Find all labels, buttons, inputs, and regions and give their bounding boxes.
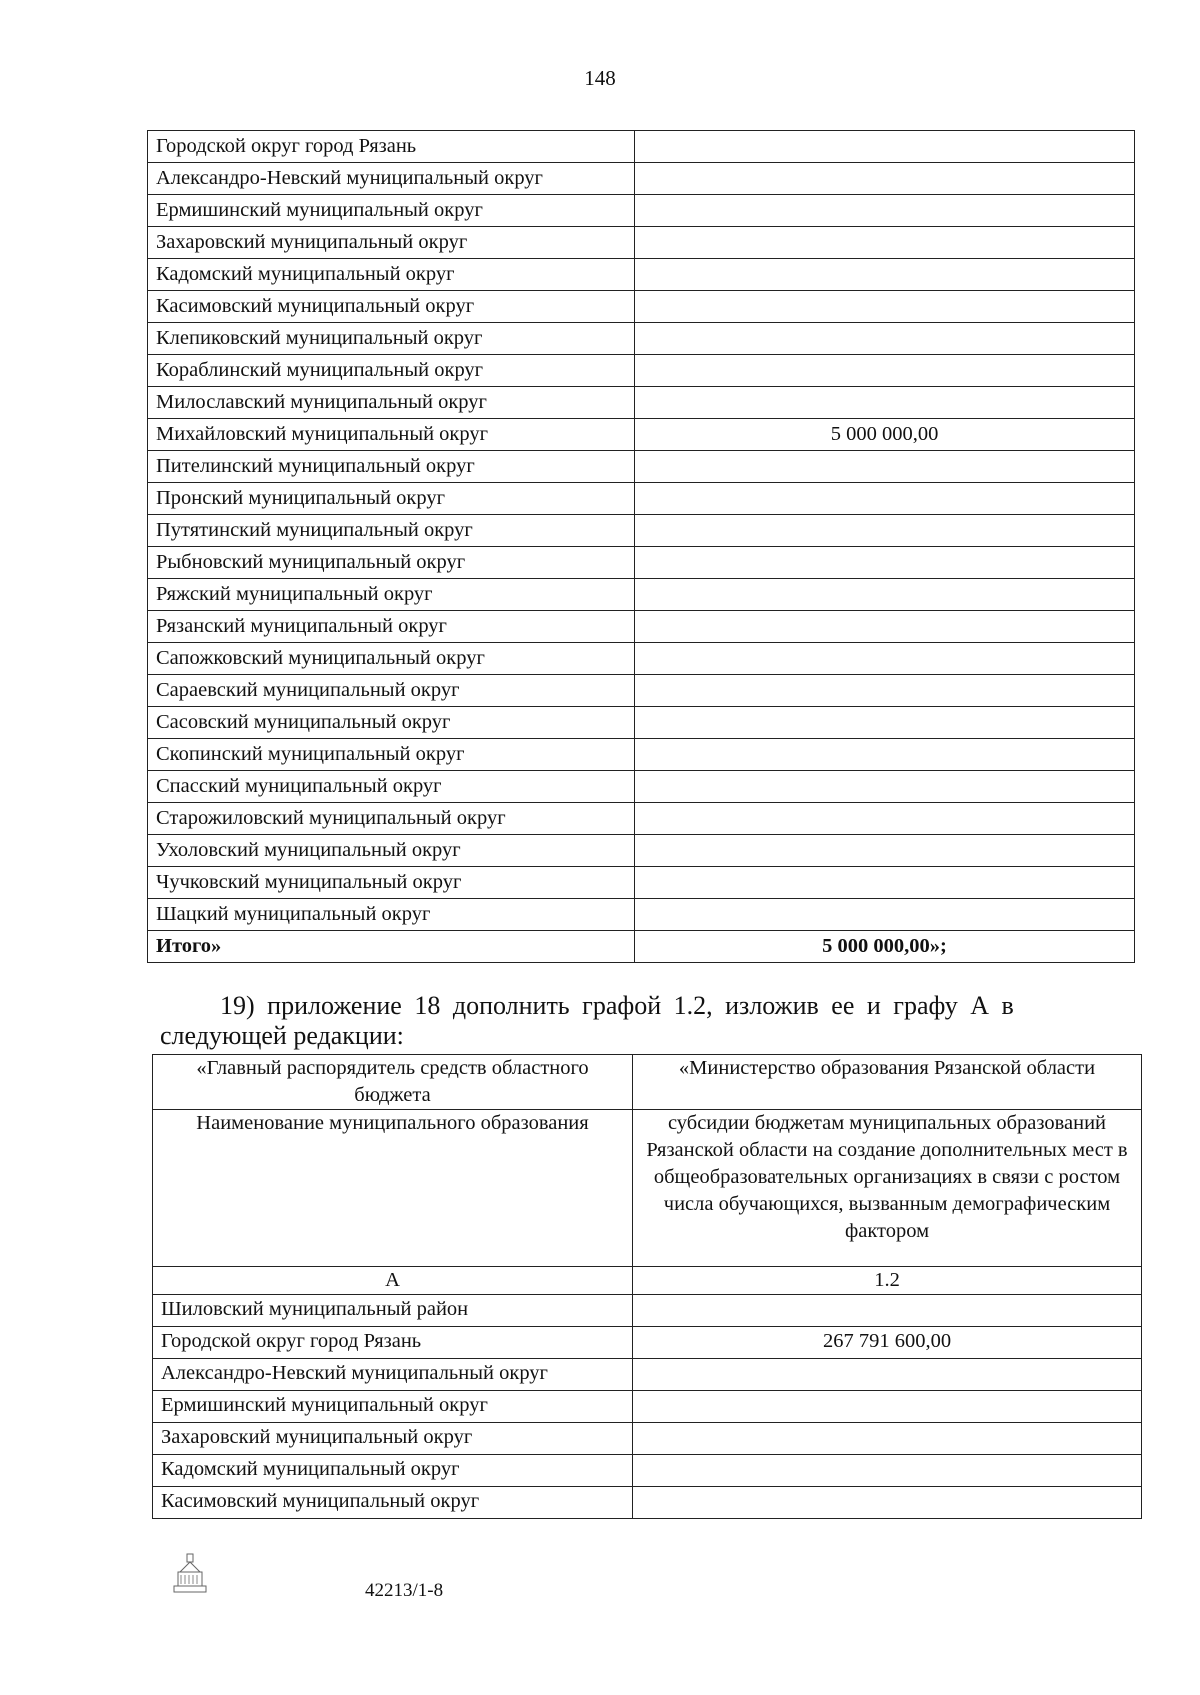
table-row bbox=[148, 451, 1135, 483]
total-amount: 5 000 000,00»; bbox=[635, 931, 1135, 963]
table-row bbox=[148, 323, 1135, 355]
total-row bbox=[148, 931, 1135, 963]
amount-cell bbox=[635, 195, 1135, 227]
table-row bbox=[148, 355, 1135, 387]
municipality-name: Городской округ город Рязань bbox=[148, 131, 635, 163]
municipality-name: Касимовский муниципальный округ bbox=[148, 291, 635, 323]
appendix-18-table bbox=[152, 1054, 1142, 1519]
amount-cell bbox=[635, 515, 1135, 547]
table-row bbox=[148, 707, 1135, 739]
municipality-name: Клепиковский муниципальный округ bbox=[148, 323, 635, 355]
amount-cell bbox=[635, 323, 1135, 355]
amount-cell bbox=[635, 163, 1135, 195]
table-row bbox=[148, 163, 1135, 195]
table-row bbox=[148, 675, 1135, 707]
column-code-a: А bbox=[153, 1267, 633, 1295]
municipality-name: Ермишинский муниципальный округ bbox=[153, 1391, 633, 1423]
amount-cell bbox=[635, 547, 1135, 579]
municipality-name: Спасский муниципальный округ bbox=[148, 771, 635, 803]
amount-cell: 267 791 600,00 bbox=[633, 1327, 1142, 1359]
amount-cell bbox=[635, 867, 1135, 899]
table-row bbox=[148, 131, 1135, 163]
amount-cell bbox=[635, 739, 1135, 771]
municipality-name: Кадомский муниципальный округ bbox=[148, 259, 635, 291]
municipality-name: Скопинский муниципальный округ bbox=[148, 739, 635, 771]
table-row bbox=[148, 739, 1135, 771]
municipality-name: Рязанский муниципальный округ bbox=[148, 611, 635, 643]
table-row bbox=[148, 227, 1135, 259]
municipality-name: Кораблинский муниципальный округ bbox=[148, 355, 635, 387]
municipality-name: Старожиловский муниципальный округ bbox=[148, 803, 635, 835]
amount-cell bbox=[635, 643, 1135, 675]
municipality-name: Кадомский муниципальный округ bbox=[153, 1455, 633, 1487]
municipality-name: Чучковский муниципальный округ bbox=[148, 867, 635, 899]
table-row bbox=[148, 419, 1135, 451]
paragraph-line-1: 19) приложение 18 дополнить графой 1.2, изложив ее и графу А в bbox=[220, 991, 1014, 1020]
table-row bbox=[153, 1423, 1142, 1455]
page-number: 148 bbox=[584, 66, 616, 90]
amount-cell bbox=[635, 899, 1135, 931]
table-row bbox=[148, 867, 1135, 899]
municipality-name: Ухоловский муниципальный округ bbox=[148, 835, 635, 867]
amount-cell: 5 000 000,00 bbox=[635, 419, 1135, 451]
amount-cell bbox=[635, 131, 1135, 163]
amount-cell bbox=[635, 259, 1135, 291]
municipal-table-continued bbox=[147, 130, 1135, 963]
municipality-name: Касимовский муниципальный округ bbox=[153, 1487, 633, 1519]
amount-cell bbox=[635, 579, 1135, 611]
amount-cell bbox=[635, 355, 1135, 387]
table-row bbox=[153, 1295, 1142, 1327]
table-row bbox=[148, 547, 1135, 579]
table-row bbox=[153, 1391, 1142, 1423]
amount-cell bbox=[635, 803, 1135, 835]
table-row bbox=[148, 515, 1135, 547]
municipality-name: Михайловский муниципальный округ bbox=[148, 419, 635, 451]
column-code-1-2: 1.2 bbox=[633, 1267, 1142, 1295]
table-row bbox=[153, 1359, 1142, 1391]
amount-cell bbox=[633, 1455, 1142, 1487]
amount-cell bbox=[635, 483, 1135, 515]
municipality-name: Сасовский муниципальный округ bbox=[148, 707, 635, 739]
municipality-name: Александро-Невский муниципальный округ bbox=[148, 163, 635, 195]
table-row bbox=[148, 611, 1135, 643]
municipality-name: Пронский муниципальный округ bbox=[148, 483, 635, 515]
table-row bbox=[148, 803, 1135, 835]
paragraph-line-2: следующей редакции: bbox=[160, 1021, 404, 1050]
header-main-distributor-label: «Главный распорядитель средств областного бюджета bbox=[153, 1055, 633, 1110]
municipality-name: Путятинский муниципальный округ bbox=[148, 515, 635, 547]
amount-cell bbox=[633, 1487, 1142, 1519]
municipality-name: Рыбновский муниципальный округ bbox=[148, 547, 635, 579]
amount-cell bbox=[633, 1423, 1142, 1455]
amount-cell bbox=[635, 707, 1135, 739]
municipality-name: Ермишинский муниципальный округ bbox=[148, 195, 635, 227]
table-row bbox=[153, 1487, 1142, 1519]
header-subsidy-description: субсидии бюджетам муниципальных образований Рязанской области на создание дополнительных мест в общеобразовательных организациях в связи с ростом числа обучающихся, вызванным демографическим фактором bbox=[633, 1110, 1142, 1267]
amount-cell bbox=[633, 1359, 1142, 1391]
table-row bbox=[148, 643, 1135, 675]
emblem-icon bbox=[172, 1552, 208, 1596]
table-row bbox=[148, 195, 1135, 227]
table-row bbox=[148, 291, 1135, 323]
amount-cell bbox=[635, 227, 1135, 259]
municipality-name: Сапожковский муниципальный округ bbox=[148, 643, 635, 675]
header-row-column-titles bbox=[153, 1110, 1142, 1267]
total-label: Итого» bbox=[148, 931, 635, 963]
amount-cell bbox=[635, 835, 1135, 867]
amount-cell bbox=[635, 387, 1135, 419]
table-row bbox=[148, 899, 1135, 931]
amount-cell bbox=[633, 1391, 1142, 1423]
table-row bbox=[148, 483, 1135, 515]
amount-cell bbox=[635, 611, 1135, 643]
table-row bbox=[148, 387, 1135, 419]
document-code: 42213/1-8 bbox=[365, 1580, 444, 1601]
municipality-name: Милославский муниципальный округ bbox=[148, 387, 635, 419]
header-municipality-name-label: Наименование муниципального образования bbox=[153, 1110, 633, 1267]
municipality-name: Захаровский муниципальный округ bbox=[148, 227, 635, 259]
amount-cell bbox=[635, 451, 1135, 483]
table-row bbox=[148, 771, 1135, 803]
municipality-name: Пителинский муниципальный округ bbox=[148, 451, 635, 483]
municipality-name: Шацкий муниципальный округ bbox=[148, 899, 635, 931]
amount-cell bbox=[635, 291, 1135, 323]
municipality-name: Захаровский муниципальный округ bbox=[153, 1423, 633, 1455]
amount-cell bbox=[635, 771, 1135, 803]
table-row bbox=[153, 1455, 1142, 1487]
municipality-name: Шиловский муниципальный район bbox=[153, 1295, 633, 1327]
header-row-column-codes bbox=[153, 1267, 1142, 1295]
amount-cell bbox=[635, 675, 1135, 707]
header-row-main-distributor bbox=[153, 1055, 1142, 1110]
municipality-name: Городской округ город Рязань bbox=[153, 1327, 633, 1359]
table-row bbox=[148, 835, 1135, 867]
table-row bbox=[148, 579, 1135, 611]
municipality-name: Сараевский муниципальный округ bbox=[148, 675, 635, 707]
header-ministry-label: «Министерство образования Рязанской области bbox=[633, 1055, 1142, 1110]
municipality-name: Александро-Невский муниципальный округ bbox=[153, 1359, 633, 1391]
municipality-name: Ряжский муниципальный округ bbox=[148, 579, 635, 611]
table-row bbox=[148, 259, 1135, 291]
table-row bbox=[153, 1327, 1142, 1359]
amount-cell bbox=[633, 1295, 1142, 1327]
